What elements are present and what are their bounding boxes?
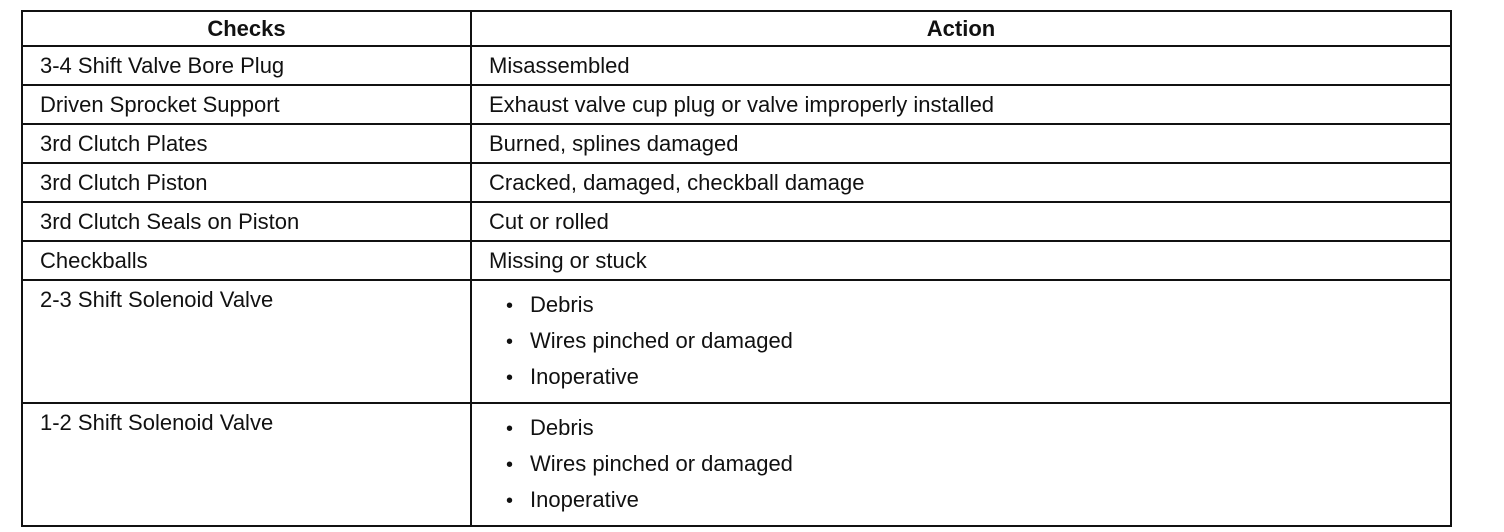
bullet-text: Inoperative: [530, 487, 639, 512]
bullet-text: Debris: [530, 415, 594, 440]
column-header-checks: Checks: [22, 11, 471, 46]
list-item: [506, 410, 1450, 446]
action-cell: Cracked, damaged, checkball damage: [471, 163, 1451, 202]
check-cell: 1-2 Shift Solenoid Valve: [22, 403, 471, 526]
action-cell: [471, 403, 1451, 526]
bullet-icon: •: [506, 418, 514, 440]
table-row: [22, 241, 1451, 280]
action-cell: Missing or stuck: [471, 241, 1451, 280]
table-row: [22, 163, 1451, 202]
action-cell: Exhaust valve cup plug or valve improperly installed: [471, 85, 1451, 124]
check-cell: 2-3 Shift Solenoid Valve: [22, 280, 471, 403]
bullet-text: Wires pinched or damaged: [530, 328, 793, 353]
checks-action-table: [21, 10, 1452, 527]
table-row: [22, 46, 1451, 85]
check-cell: 3rd Clutch Plates: [22, 124, 471, 163]
bullet-icon: •: [506, 295, 514, 317]
action-cell: Cut or rolled: [471, 202, 1451, 241]
list-item: [506, 482, 1450, 518]
check-cell: 3rd Clutch Piston: [22, 163, 471, 202]
action-bullet-list: [506, 287, 1450, 395]
list-item: [506, 323, 1450, 359]
check-cell: 3rd Clutch Seals on Piston: [22, 202, 471, 241]
list-item: [506, 446, 1450, 482]
bullet-icon: •: [506, 367, 514, 389]
list-item: [506, 359, 1450, 395]
bullet-icon: •: [506, 490, 514, 512]
check-cell: Checkballs: [22, 241, 471, 280]
action-cell: [471, 280, 1451, 403]
table-header-row: [22, 11, 1451, 46]
table-row: [22, 202, 1451, 241]
list-item: [506, 287, 1450, 323]
table-row: [22, 124, 1451, 163]
bullet-text: Wires pinched or damaged: [530, 451, 793, 476]
check-cell: 3-4 Shift Valve Bore Plug: [22, 46, 471, 85]
table-row: [22, 85, 1451, 124]
action-cell: Burned, splines damaged: [471, 124, 1451, 163]
bullet-icon: •: [506, 454, 514, 476]
table-row: [22, 403, 1451, 526]
column-header-action: Action: [471, 11, 1451, 46]
action-cell: Misassembled: [471, 46, 1451, 85]
bullet-text: Inoperative: [530, 364, 639, 389]
action-bullet-list: [506, 410, 1450, 518]
table-row: [22, 280, 1451, 403]
bullet-icon: •: [506, 331, 514, 353]
check-cell: Driven Sprocket Support: [22, 85, 471, 124]
bullet-text: Debris: [530, 292, 594, 317]
